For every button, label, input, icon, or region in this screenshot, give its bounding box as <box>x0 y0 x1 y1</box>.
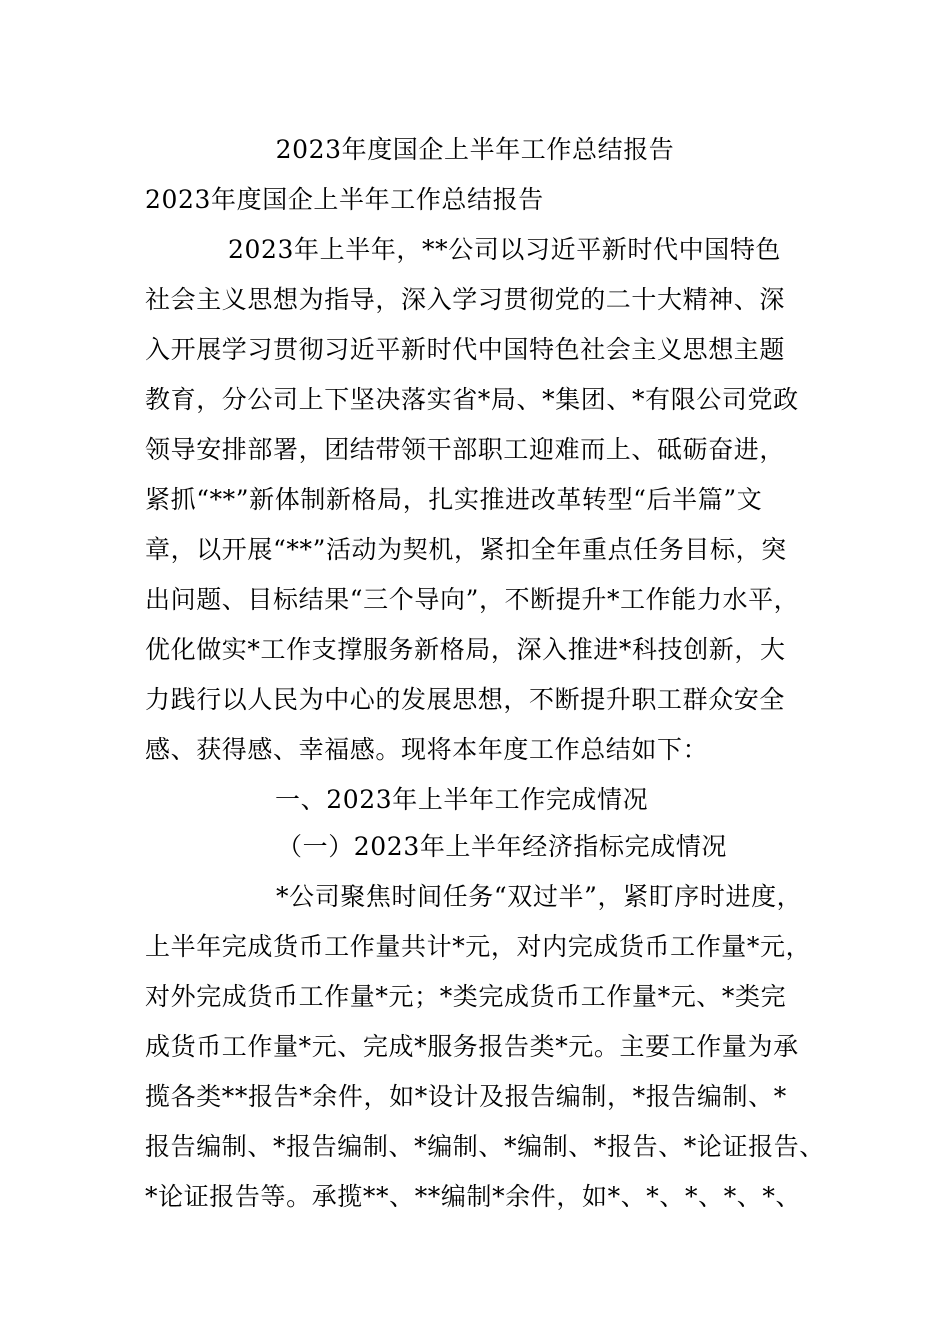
document-subtitle: 2023年度国企上半年工作总结报告 <box>145 185 544 214</box>
section-heading-2: （一）2023年上半年经济指标完成情况 <box>277 832 728 861</box>
intro-line-9: 优化做实*工作支撑服务新格局，深入推进*科技创新，大 <box>145 635 786 664</box>
section-heading-1: 一、2023年上半年工作完成情况 <box>275 785 649 814</box>
body-line-6: 报告编制、*报告编制、*编制、*编制、*报告、*论证报告、 <box>145 1132 825 1161</box>
document-title: 2023年度国企上半年工作总结报告 <box>275 135 675 164</box>
body-line-2: 上半年完成货币工作量共计*元，对内完成货币工作量*元， <box>145 932 812 961</box>
intro-line-10: 力践行以人民为中心的发展思想，不断提升职工群众安全 <box>145 685 786 714</box>
intro-line-6: 紧抓“**”新体制新格局，扎实推进改革转型“后半篇”文 <box>145 485 763 514</box>
body-line-5: 揽各类**报告*余件，如*设计及报告编制，*报告编制、* <box>145 1082 787 1111</box>
intro-line-11: 感、获得感、幸福感。现将本年度工作总结如下： <box>145 735 709 764</box>
body-line-1: *公司聚焦时间任务“双过半”，紧盯序时进度， <box>276 882 803 911</box>
intro-line-2: 社会主义思想为指导，深入学习贯彻党的二十大精神、深 <box>145 285 786 314</box>
intro-line-4: 教育，分公司上下坚决落实省*局、*集团、*有限公司党政 <box>145 385 799 414</box>
intro-line-3: 入开展学习贯彻习近平新时代中国特色社会主义思想主题 <box>145 335 786 364</box>
intro-line-8: 出问题、目标结果“三个导向”，不断提升*工作能力水平， <box>145 585 800 614</box>
body-line-4: 成货币工作量*元、完成*服务报告类*元。主要工作量为承 <box>145 1032 799 1061</box>
intro-line-5: 领导安排部署，团结带领干部职工迎难而上、砥砺奋进， <box>145 435 786 464</box>
intro-line-1: 2023年上半年，**公司以习近平新时代中国特色 <box>228 235 782 264</box>
intro-line-7: 章，以开展“**”活动为契机，紧扣全年重点任务目标，突 <box>145 535 787 564</box>
body-line-7: *论证报告等。承揽**、**编制*余件，如*、*、*、*、*、 <box>145 1182 802 1211</box>
body-line-3: 对外完成货币工作量*元；*类完成货币工作量*元、*类完 <box>145 982 787 1011</box>
